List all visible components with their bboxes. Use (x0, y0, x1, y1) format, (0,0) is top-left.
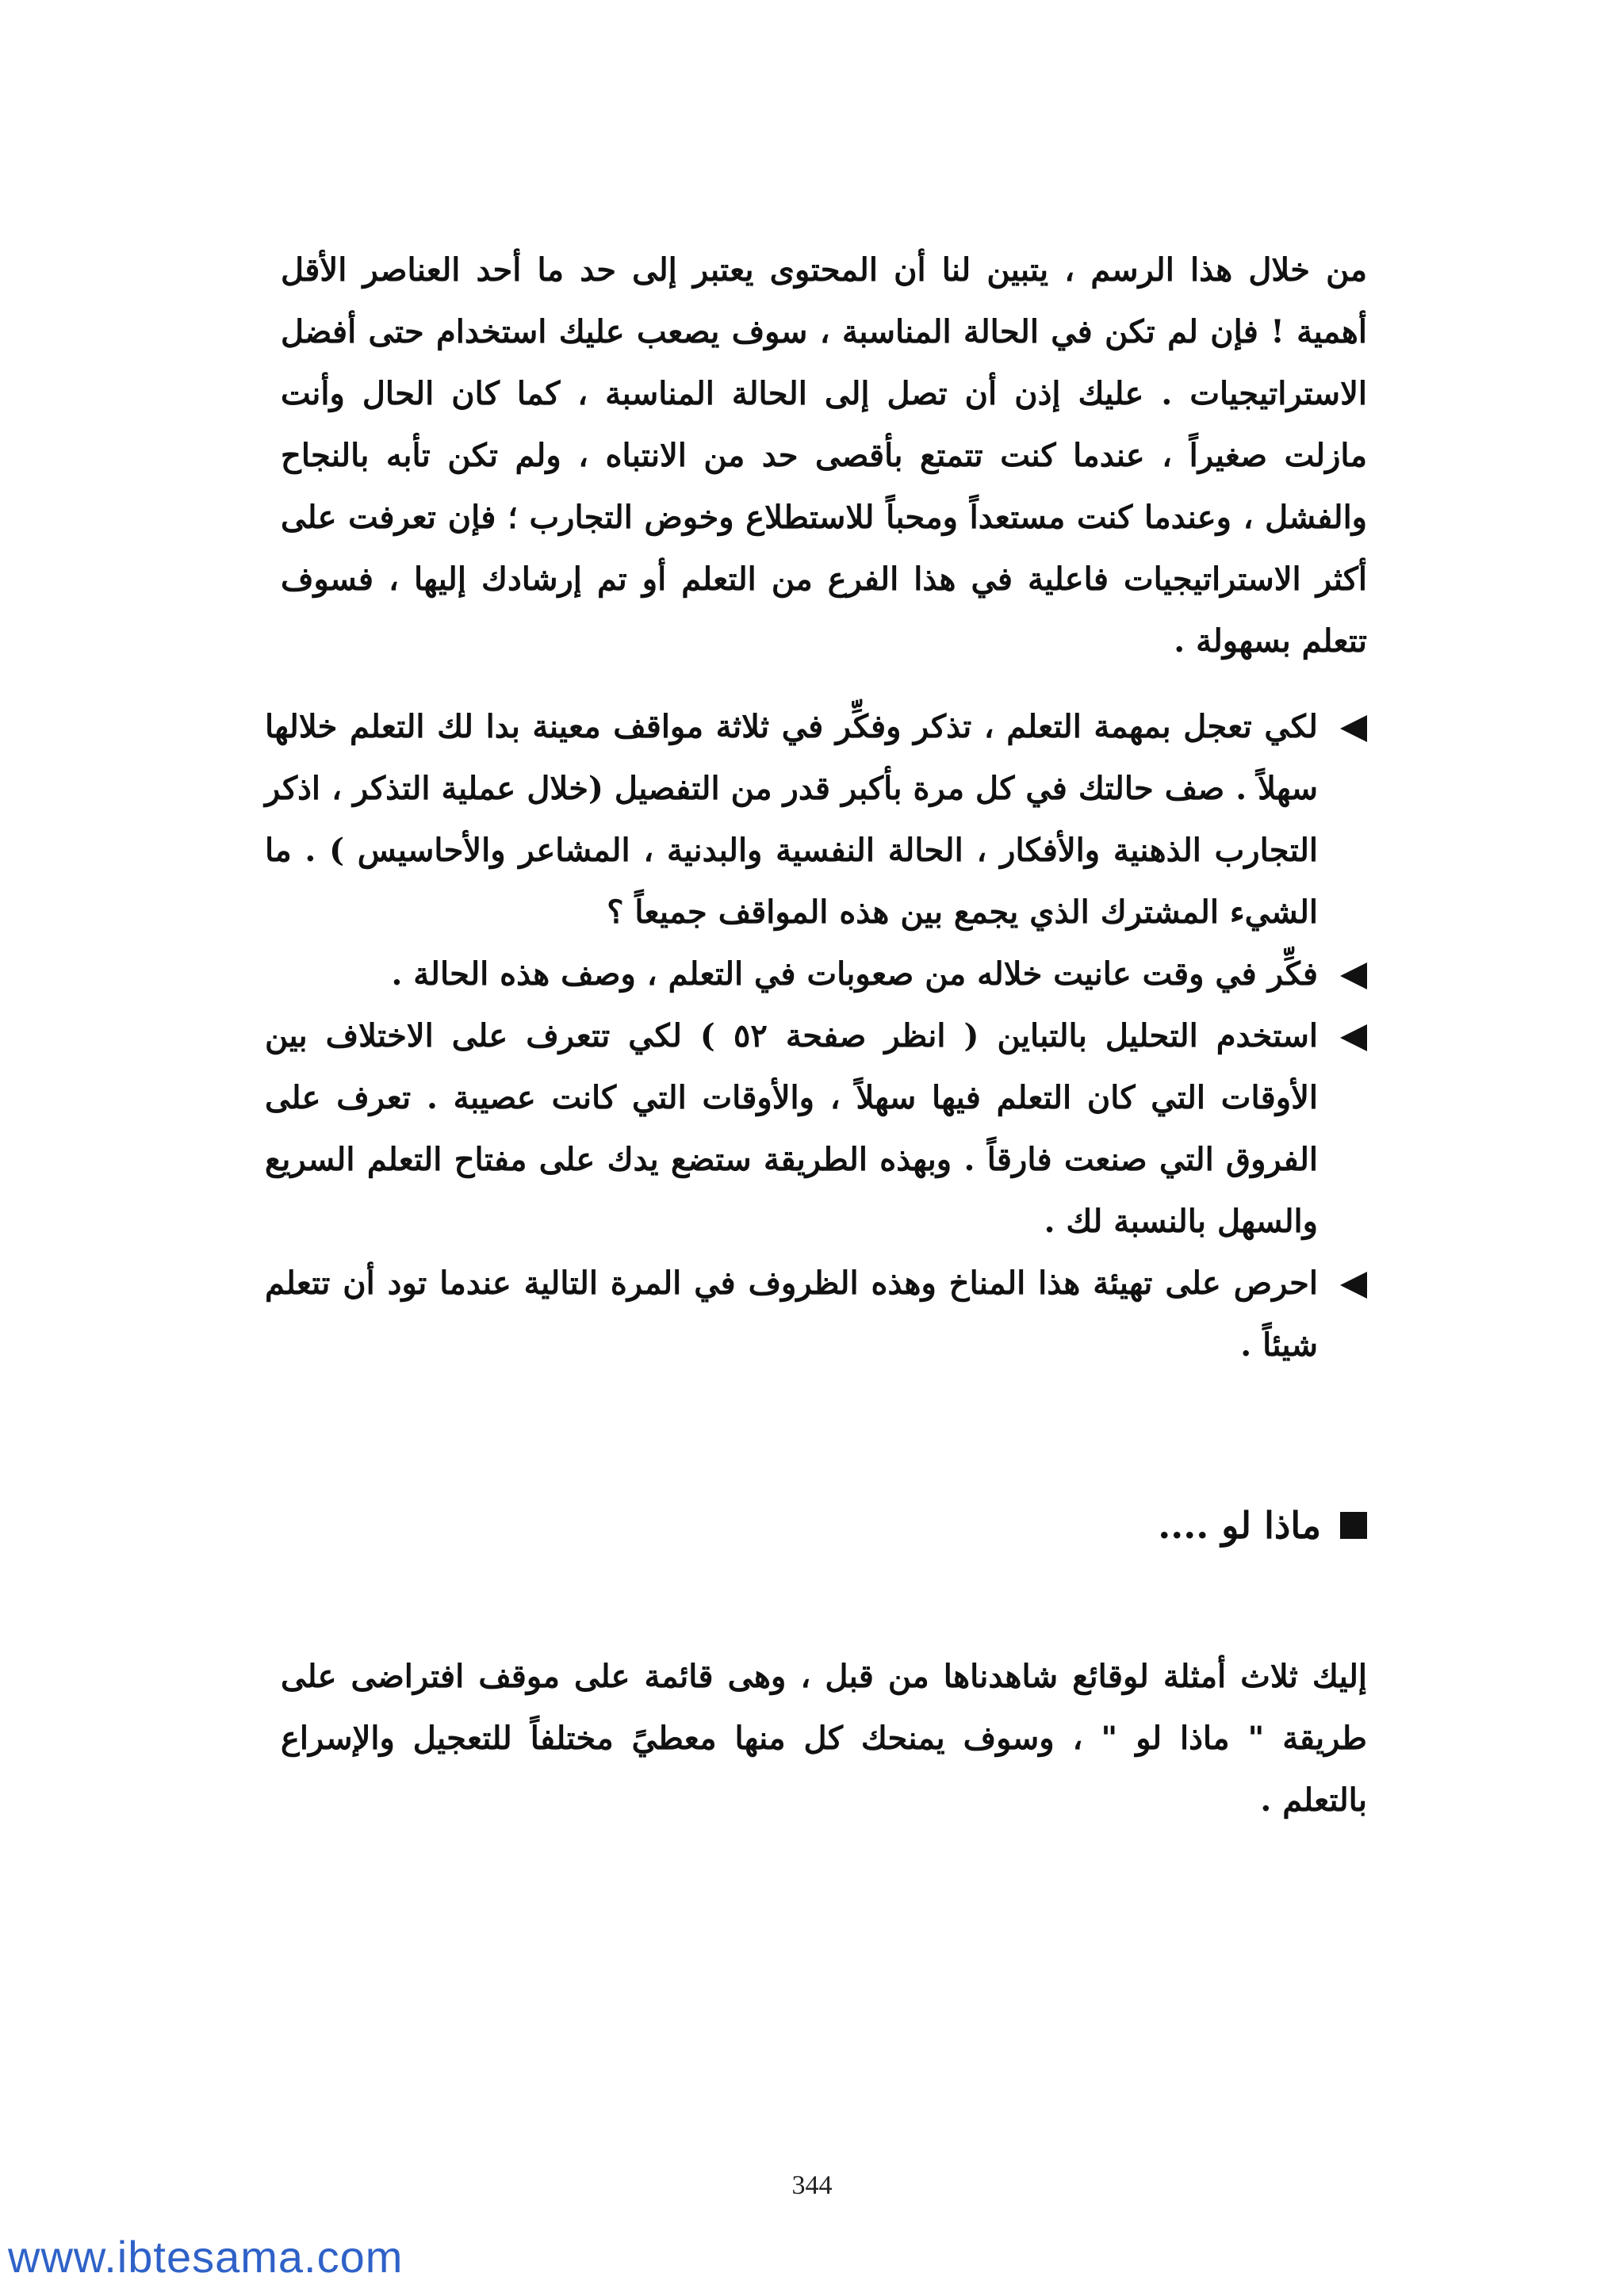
bullet-item (265, 1005, 1367, 1253)
triangle-bullet-icon (1340, 962, 1367, 989)
page-number: 344 (791, 2171, 833, 2200)
bullet-item (265, 696, 1367, 943)
triangle-bullet-icon (1340, 1272, 1367, 1299)
bullet-text: احرص على تهيئة هذا المناخ وهذه الظروف في المرة التالية عندما تود أن تتعلم شيئاً . (265, 1265, 1318, 1364)
bullet-text: فكِّر في وقت عانيت خلاله من صعوبات في التعلم ، وصف هذه الحالة . (391, 955, 1318, 993)
watermark-url: www.ibtesama.com (8, 2232, 404, 2282)
paragraph-what-if: إليك ثلاث أمثلة لوقائع شاهدناها من قبل ، وهى قائمة على موقف افتراضى على طريقة " ماذا لو " ، وسوف يمنحك كل منها معطيً مختلفاً للتعجيل والإسراع بالتعلم . (281, 1658, 1367, 1819)
paragraph-intro: من خلال هذا الرسم ، يتبين لنا أن المحتوى يعتبر إلى حد ما أحد العناصر الأقل أهمية ! فإن لم تكن في الحالة المناسبة ، سوف يصعب عليك استخدام حتى أفضل الاستراتيجيات . عليك إذن أن تصل إلى الحالة المناسبة ، كما كان الحال وأنت مازلت صغيراً ، عندما كنت تتمتع بأقصى حد من الانتباه ، ولم تكن تأبه بالنجاح والفشل ، وعندما كنت مستعداً ومحباً للاستطلاع وخوض التجارب ؛ فإن تعرفت على أكثر الاستراتيجيات فاعلية في هذا الفرع من التعلم أو تم إرشادك إليها ، فسوف تتعلم بسهولة . (281, 251, 1368, 660)
bullet-item (265, 1253, 1367, 1376)
section-heading-text: ماذا لو .... (1158, 1504, 1321, 1547)
triangle-bullet-icon (1340, 1024, 1367, 1051)
bullet-text: لكي تعجل بمهمة التعلم ، تذكر وفكِّر في ثلاثة مواقف معينة بدا لك التعلم خلالها سهلاً . صف حالتك في كل مرة بأكبر قدر من التفصيل (خلال عملية التذكر ، اذكر التجارب الذهنية والأفكار ، الحالة النفسية والبدنية ، المشاعر والأحاسيس ) . ما الشيء المشترك الذي يجمع بين هذه المواقف جميعاً ؟ (265, 708, 1318, 931)
bullet-text: استخدم التحليل بالتباين ( انظر صفحة ٥٢ ) لكي تتعرف على الاختلاف بين الأوقات التي كان التعلم فيها سهلاً ، والأوقات التي كانت عصيبة . تعرف على الفروق التي صنعت فارقاً . وبهذه الطريقة ستضع يدك على مفتاح التعلم السريع والسهل بالنسبة لك . (265, 1017, 1318, 1240)
bullet-list (265, 696, 1367, 1376)
triangle-bullet-icon (1340, 715, 1367, 742)
section-heading (1158, 1494, 1367, 1557)
bullet-item (265, 943, 1367, 1005)
square-icon (1340, 1512, 1367, 1539)
